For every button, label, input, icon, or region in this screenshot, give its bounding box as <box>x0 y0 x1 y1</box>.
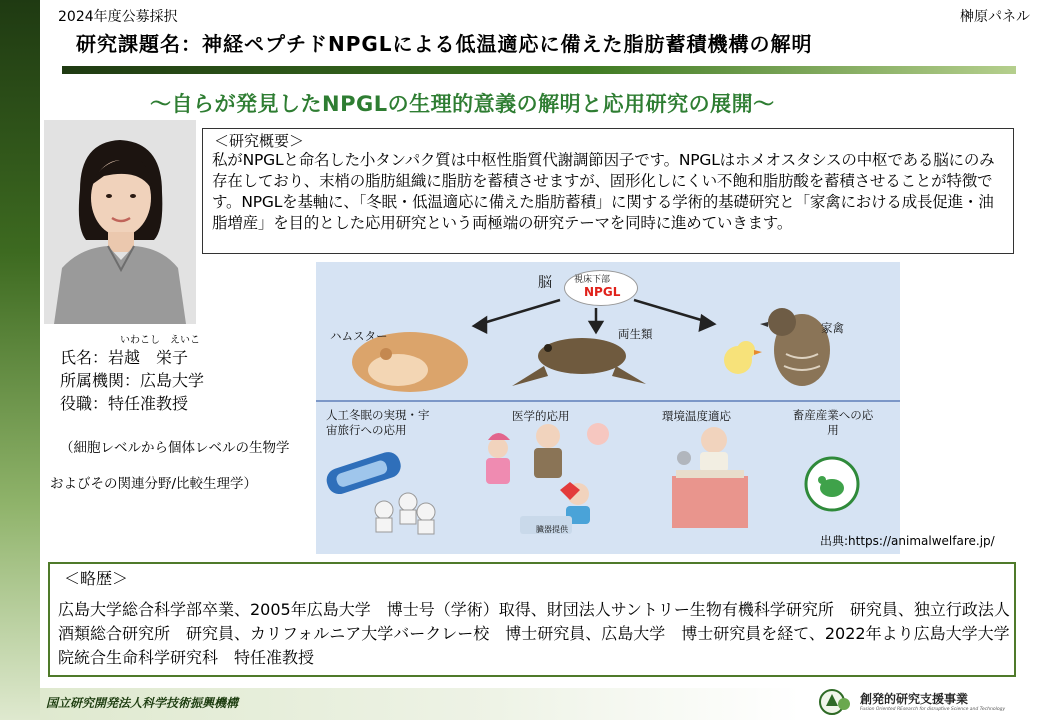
title-underline <box>62 66 1016 74</box>
npgl-label: NPGL <box>584 285 621 299</box>
researcher-affiliation: 所属機関：広島大学 <box>60 371 205 390</box>
hypothalamus-label: 視床下部 <box>574 275 611 285</box>
agency-name: 国立研究開発法人科学技術振興機構 <box>46 696 239 710</box>
overview-heading: ＜研究概要＞ <box>214 132 305 150</box>
research-field-line-2: およびその関連分野/比較生理学） <box>50 476 258 492</box>
name-furigana: いわこし えいこ <box>120 335 200 346</box>
program-name: 創発的研究支援事業 <box>860 692 969 706</box>
medical-illustration <box>486 423 609 534</box>
researcher-position: 役職：特任准教授 <box>60 394 189 413</box>
career-heading: ＜略歴＞ <box>64 569 129 588</box>
page-subtitle: ～自らが発見したNPGLの生理的意義の解明と応用研究の展開～ <box>150 92 775 116</box>
forest-logo-icon <box>818 688 854 716</box>
research-diagram <box>316 262 900 554</box>
chick-illustration <box>724 341 762 374</box>
medical-application-label: 医学的応用 <box>512 409 570 423</box>
livestock-application-label: 畜産産業への応用 <box>792 408 874 437</box>
researcher-name: 氏名：岩越 栄子 <box>60 348 189 367</box>
poultry-label: 家禽 <box>821 321 844 335</box>
page-title: 研究課題名：神経ペプチドNPGLによる低温適応に備えた脂肪蓄積機構の解明 <box>76 32 813 56</box>
diagram-divider <box>316 400 900 402</box>
animal-welfare-badge-icon <box>806 458 858 510</box>
program-name-english: Fusion Oriented REsearch for disruptive Science and Technology <box>860 707 1006 712</box>
image-source-credit: 出典:https://animalwelfare.jp/ <box>820 534 995 548</box>
hibernation-application-label: 人工冬眠の実現・宇宙旅行への応用 <box>326 408 430 437</box>
amphibian-label: 両生類 <box>618 327 653 341</box>
overview-text: 私がNPGLと命名した小タンパク質は中枢性脂質代謝調節因子です。NPGLはホメオスタシスの中枢である脳にのみ存在しており、末梢の脂肪組織に脂肪を蓄積させますが、固形化しにくい不飽和脂肪酸を蓄積させることが特徴です。NPGLを基軸に、「冬眠・低温適応に備えた脂肪蓄積」に関する学術的基礎研究と「家禽における成長促進・油脂増産」を目的とした応用研究という両極端の研究テーマを同時に進めていきます。 <box>212 151 995 232</box>
frog-illustration <box>512 338 646 386</box>
research-field-line-1: （細胞レベルから個体レベルの生物学 <box>60 440 290 456</box>
environment-illustration <box>672 427 748 528</box>
left-decorative-band <box>0 0 40 720</box>
researcher-portrait <box>44 120 196 324</box>
program-year-label: 2024年度公募採択 <box>58 9 178 25</box>
brain-label: 脳 <box>538 275 552 291</box>
environment-adaptation-label: 環境温度適応 <box>662 409 731 423</box>
hamster-label: ハムスター <box>330 329 388 343</box>
organ-donation-label: 臓器提供 <box>536 525 568 534</box>
career-text: 広島大学総合科学部卒業、2005年広島大学 博士号（学術）取得、財団法人サントリー生物有機科学研究所 研究員、独立行政法人酒類総合研究所 研究員、カリフォルニア大学バークレー校 博士研究員、広島大学 博士研究員を経て、2022年より広島大学大学院統合生命科学研究科 特任准教授 <box>58 600 1010 667</box>
space-illustration <box>324 449 435 534</box>
panel-label: 榊原パネル <box>960 9 1030 25</box>
quail-illustration <box>760 308 830 386</box>
